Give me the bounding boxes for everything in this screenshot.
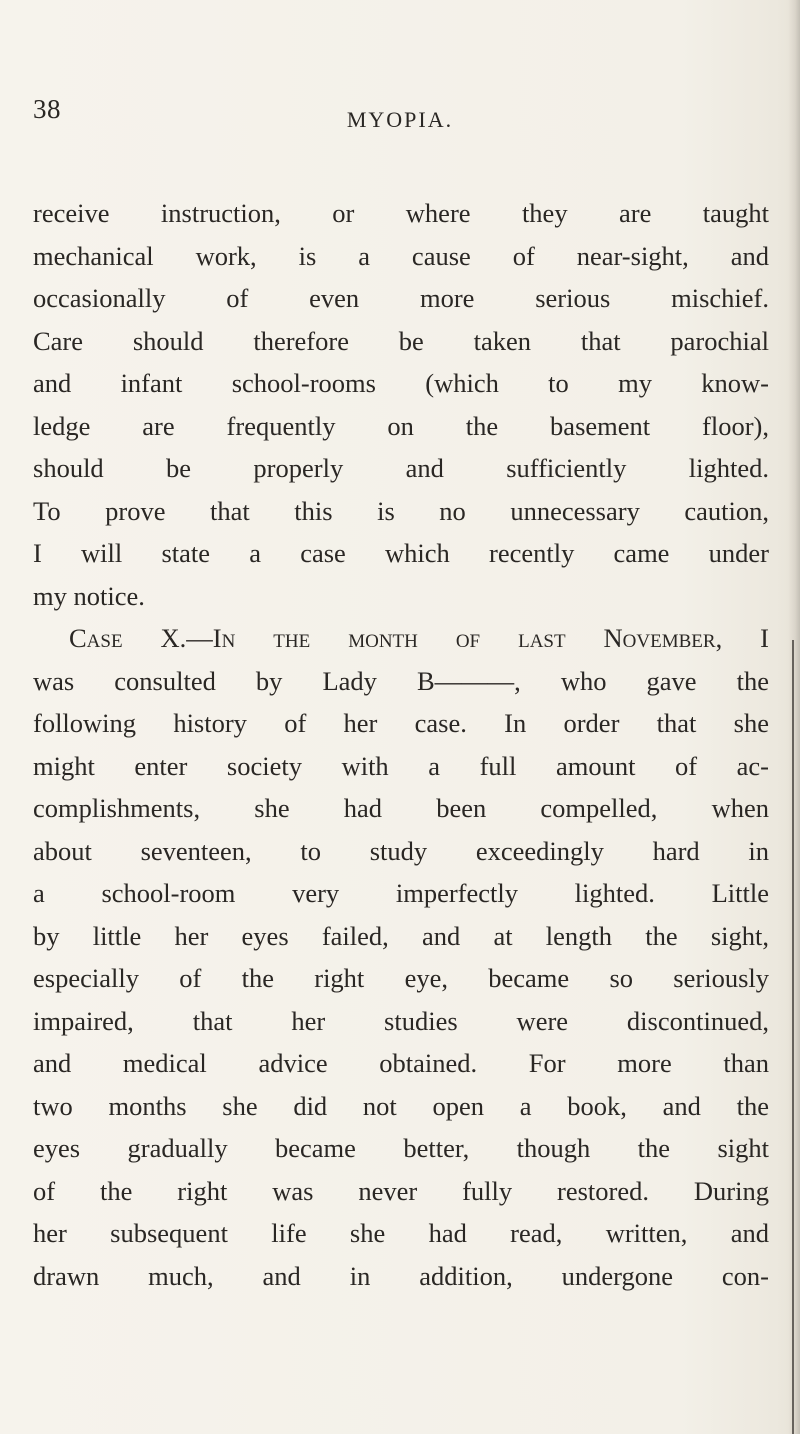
text-line: her subsequent life she had read, written, and: [33, 1218, 769, 1248]
text-line: two months she did not open a book, and the: [33, 1090, 769, 1121]
text-line: by little her eyes failed, and at length the sight,: [33, 920, 769, 951]
text-line: about seventeen, to study exceedingly hard in: [33, 835, 769, 866]
text-line: mechanical work, is a cause of near-sight, and: [33, 240, 769, 271]
text-line-case-heading: Case X.—In the month of last November, I: [69, 623, 769, 653]
text-line: might enter society with a full amount of ac-: [33, 750, 769, 781]
page-edge-shadow: [788, 0, 800, 1434]
text-line: drawn much, and in addition, undergone con-: [33, 1260, 769, 1291]
text-line: should be properly and sufficiently lighted.: [33, 453, 769, 483]
text-line: occasionally of even more serious mischief.: [33, 283, 769, 313]
text-line: To prove that this is no unnecessary caution,: [33, 495, 769, 526]
text-line: my notice.: [33, 580, 145, 611]
page-edge-line: [792, 640, 794, 1434]
body-text: [33, 192, 769, 1297]
text-line: a school-room very imperfectly lighted. Little: [33, 878, 769, 908]
running-head: MYOPIA.: [346, 107, 454, 132]
text-line: was consulted by Lady B———, who gave the: [33, 665, 769, 696]
page-number: 38: [33, 94, 61, 124]
text-line: following history of her case. In order that she: [33, 708, 769, 738]
text-line: of the right was never fully restored. During: [33, 1175, 769, 1206]
text-line: Care should therefore be taken that parochial: [33, 325, 769, 356]
text-line: impaired, that her studies were discontinued,: [33, 1005, 769, 1036]
text-line: ledge are frequently on the basement floor),: [33, 410, 769, 441]
text-line: complishments, she had been compelled, when: [33, 793, 769, 823]
text-line: and medical advice obtained. For more than: [33, 1048, 769, 1078]
text-line: eyes gradually became better, though the sight: [33, 1133, 769, 1163]
text-line: receive instruction, or where they are taught: [33, 198, 769, 228]
text-line: I will state a case which recently came under: [33, 538, 769, 568]
text-line: especially of the right eye, became so seriously: [33, 963, 769, 993]
text-line: and infant school-rooms (which to my know-: [33, 368, 769, 398]
